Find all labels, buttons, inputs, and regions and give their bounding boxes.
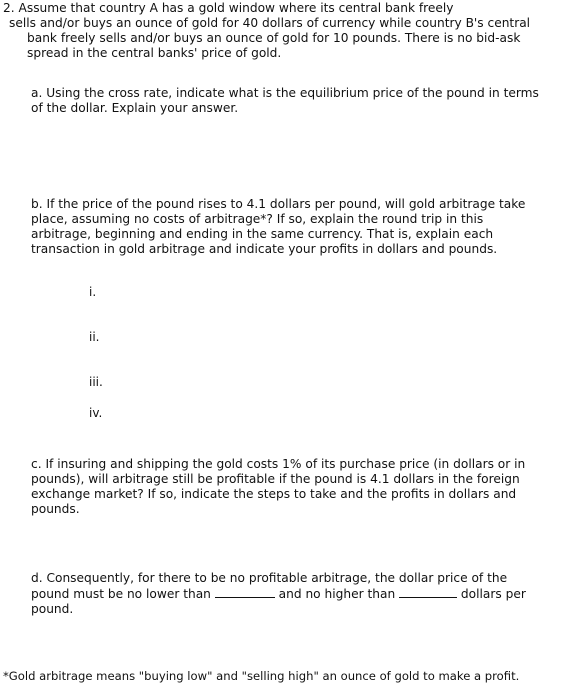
part-d-line: d. Consequently, for there to be no profitable arbitrage, the dollar price of the [31,571,508,585]
part-c-line: exchange market? If so, indicate the steps to take and the profits in dollars and [31,487,517,501]
step-label: ii. [89,330,100,344]
part-d-line: pound. [31,602,74,616]
question-line: 2. Assume that country A has a gold window where its central bank freely [3,1,454,15]
question-stem [3,1,530,61]
part-c-line: c. If insuring and shipping the gold costs 1% of its purchase price (in dollars or in [31,457,526,471]
part-a [31,86,539,116]
part-c [31,457,525,517]
part-b-line: transaction in gold arbitrage and indicate your profits in dollars and pounds. [31,242,498,256]
part-a-line: of the dollar. Explain your answer. [31,101,239,115]
part-c-line: pounds), will arbitrage still be profitable if the pound is 4.1 dollars in the foreign [31,472,520,486]
step-label: iii. [89,375,103,389]
question-line: spread in the central banks' price of gold. [27,46,282,60]
step-label: iv. [89,406,103,420]
step-label: i. [89,285,97,299]
part-b [31,197,525,257]
question-line: bank freely sells and/or buys an ounce of gold for 10 pounds. There is no bid-ask [27,31,521,45]
question-line: sells and/or buys an ounce of gold for 40 dollars of currency while country B's central [9,16,531,30]
part-d [31,571,526,617]
footnote [3,669,519,684]
part-b-line: arbitrage, beginning and ending in the same currency. That is, explain each [31,227,494,241]
part-d-line [31,586,526,602]
part-b-line: b. If the price of the pound rises to 4.1 dollars per pound, will gold arbitrage take [31,197,526,211]
part-d-text: dollars per [460,587,526,601]
part-c-line: pounds. [31,502,80,516]
footnote-text: *Gold arbitrage means "buying low" and "selling high" an ounce of gold to make a profit. [3,669,520,683]
lower-bound-blank [215,586,275,598]
part-b-line: place, assuming no costs of arbitrage*? If so, explain the round trip in this [31,212,484,226]
part-d-text: pound must be no lower than [31,587,211,601]
part-d-text: and no higher than [278,587,396,601]
part-a-line: a. Using the cross rate, indicate what is the equilibrium price of the pound in terms [31,86,539,100]
upper-bound-blank [399,586,457,598]
